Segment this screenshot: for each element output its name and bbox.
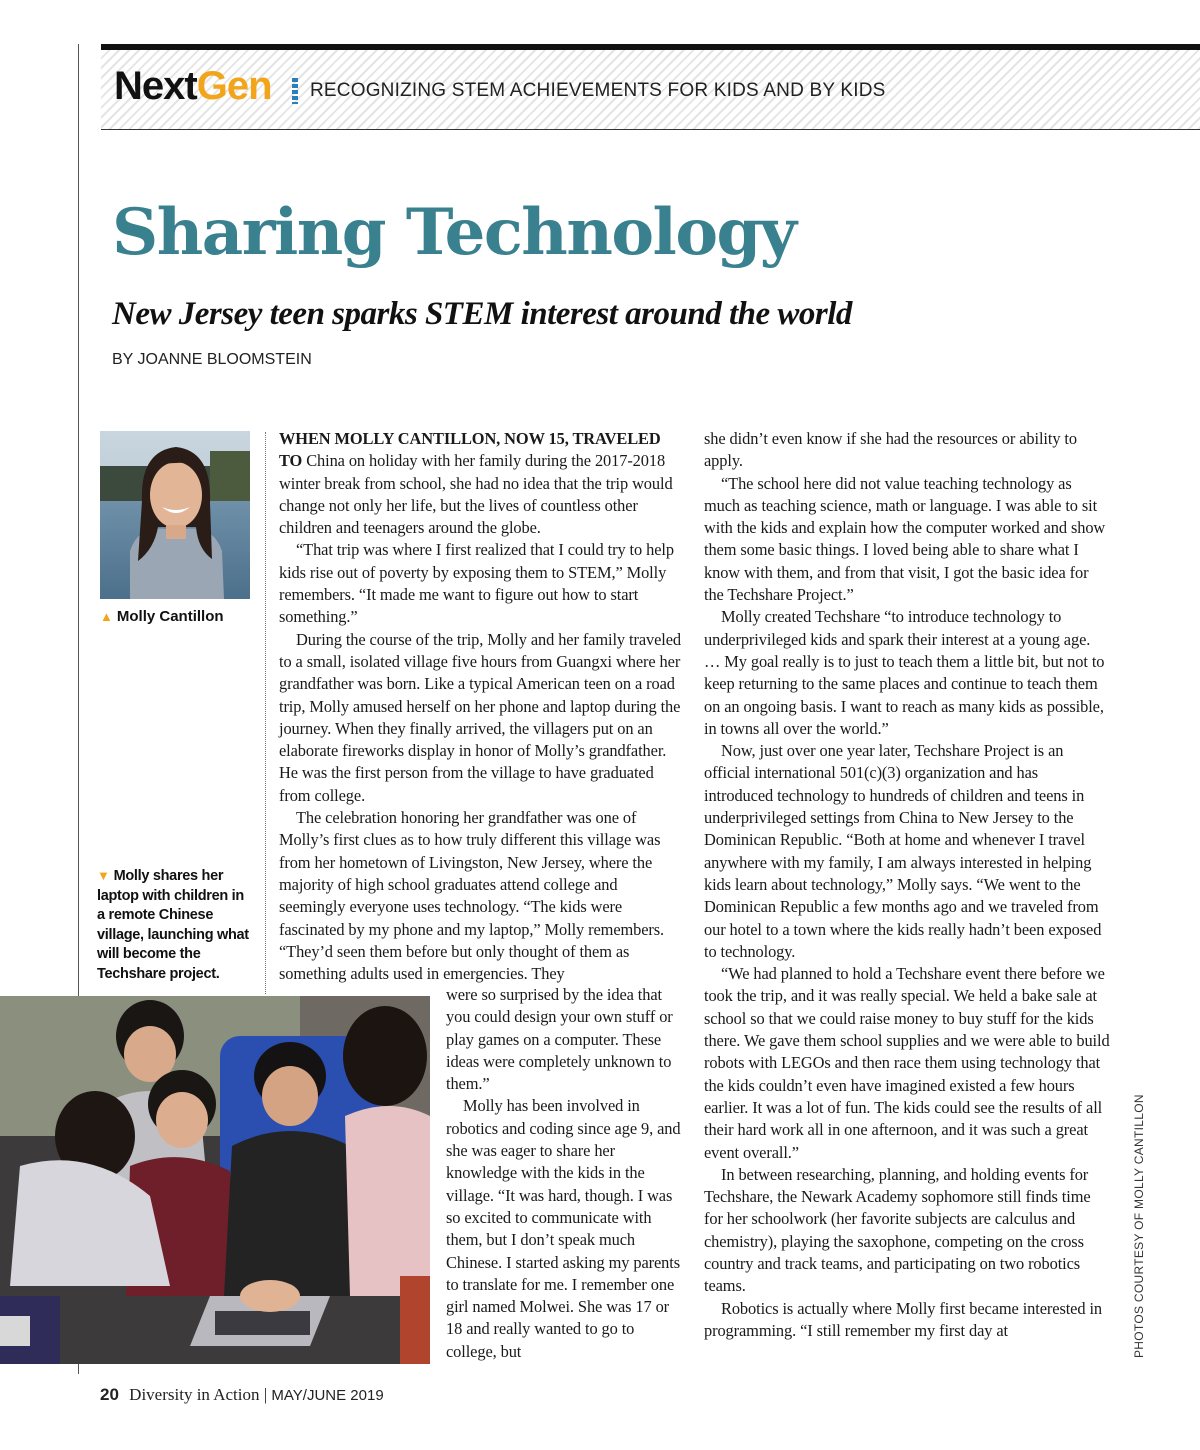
photo-credit: PHOTOS COURTESY OF MOLLY CANTILLON xyxy=(1132,1094,1146,1358)
logo-next: Next xyxy=(114,64,197,108)
body-column-2 xyxy=(704,428,1110,1342)
body-column-1-continued xyxy=(446,984,684,1363)
paragraph: “The school here did not value teaching technology as much as teaching science, math or language. I was able to sit with the kids and explain how the computer worked and show them some basic things. I loved being able to share what I know with them, and from that visit, I got the basic idea for the Techshare Project.” xyxy=(704,473,1106,605)
photo-caption-portrait xyxy=(100,608,224,625)
photo-caption-village xyxy=(97,866,255,984)
section-tagline: RECOGNIZING STEM ACHIEVEMENTS FOR KIDS AND BY KIDS xyxy=(310,80,886,101)
paragraph: Molly has been involved in robotics and coding since age 9, and she was eager to share her knowledge with the kids in the village. “It was hard, though. I was so excited to communicate with them, but I don’t speak much Chinese. I started asking my parents to translate for me. I remember one girl named Molwei. She was 17 or 18 and really wanted to go to college, but xyxy=(446,1096,681,1361)
paragraph: “We had planned to hold a Techshare event there before we took the trip, and it was really special. We held a bake sale at school so that we could raise money to buy stuff for the kids there. We gave them school supplies and we were able to build robots with LEGOs and then race them using technology that the kids couldn’t even have imagined existed a few hours earlier. It was a lot of fun. The kids could see the results of all their hard work all in one afternoon, and it was such a great event overall.” xyxy=(704,964,1110,1162)
footer-separator: | xyxy=(263,1385,268,1404)
village-photo xyxy=(0,996,430,1364)
caption-text: Molly shares her laptop with children in a remote Chinese village, launching what will become the Techshare project. xyxy=(97,868,249,982)
dotted-separator-icon xyxy=(292,78,298,104)
paragraph-text: China on holiday with her family during the 2017-2018 winter break from school, she had no idea that the trip would change not only her life, but the lives of countless other children and teenagers around the globe. xyxy=(279,451,673,538)
byline: BY JOANNE BLOOMSTEIN xyxy=(112,351,312,368)
paragraph: The celebration honoring her grandfather was one of Molly’s first clues as to how truly different this village was from her hometown of Livingston, New Jersey, where the majority of high school graduates attend college and seemingly everyone uses technology. “The kids were fascinated by my phone and my laptop,” Molly remembers. “They’d seen them before but only thought of them as something adults used in emergencies. They xyxy=(279,808,665,984)
page-footer xyxy=(100,1385,384,1405)
triangle-down-icon: ▼ xyxy=(97,868,110,883)
issue-date: MAY/JUNE 2019 xyxy=(271,1387,384,1404)
article-title: Sharing Technology xyxy=(112,195,796,270)
paragraph xyxy=(279,428,684,539)
lead-in: WHEN MOLLY CANTILLON, NOW 15, TRAVELED TO xyxy=(279,429,661,471)
body-column-1 xyxy=(279,428,684,985)
paragraph: During the course of the trip, Molly and her family traveled to a small, isolated village five hours from Guangxi where her grandfather was born. Like a typical American teen on a road trip, Molly amused herself on her phone and laptop during the journey. When they finally arrived, the villagers put on an elaborate fireworks display in honor of Molly’s grandfather. He was the first person from the village to have graduated from college. xyxy=(279,629,681,805)
paragraph: Robotics is actually where Molly first became interested in programming. “I still remember my first day at xyxy=(704,1298,1102,1340)
paragraph: Molly created Techshare “to introduce technology to underprivileged kids and spark their interest at a young age. … My goal really is to just to teach them a little bit, but not to keep returning to the same places and continue to teach them on an ongoing basis. I want to reach as many kids as possible, in towns all over the world.” xyxy=(704,607,1105,738)
caption-text: Molly Cantillon xyxy=(116,608,224,625)
nextgen-logo xyxy=(114,66,272,106)
paragraph: Now, just over one year later, Techshare Project is an official international 501(c)(3) organization and has introduced technology to hundreds of children and teens in underprivileged settings from China to New Jersey to the Dominican Republic. “Both at home and whenever I travel anywhere with my family, I am always interested in helping kids learn about technology,” Molly says. “We went to the Dominican Republic a few months ago and we traveled from our hotel to a town where the kids really hadn’t been exposed to technology. xyxy=(704,741,1102,961)
paragraph: “That trip was where I first realized that I could try to help kids rise out of poverty by exposing them to STEM,” Molly remembers. “It made me want to figure out how to start something.” xyxy=(279,540,674,627)
portrait-photo xyxy=(100,431,250,599)
paragraph: were so surprised by the idea that you could design your own stuff or play games on a computer. These ideas were completely unknown to them.” xyxy=(446,985,673,1094)
article-subtitle: New Jersey teen sparks STEM interest around the world xyxy=(112,296,852,332)
logo-gen: Gen xyxy=(196,64,272,108)
triangle-up-icon: ▲ xyxy=(100,609,113,624)
paragraph: she didn’t even know if she had the resources or ability to apply. xyxy=(704,429,1077,471)
column-dotted-rule xyxy=(265,432,266,994)
paragraph: In between researching, planning, and holding events for Techshare, the Newark Academy sophomore still finds time for her schoolwork (her favorite subjects are calculus and chemistry), playing the saxophone, competing on the cross country and track teams, and participating on two robotics teams. xyxy=(704,1164,1091,1296)
magazine-name: Diversity in Action xyxy=(129,1385,260,1404)
page-number: 20 xyxy=(100,1385,119,1404)
